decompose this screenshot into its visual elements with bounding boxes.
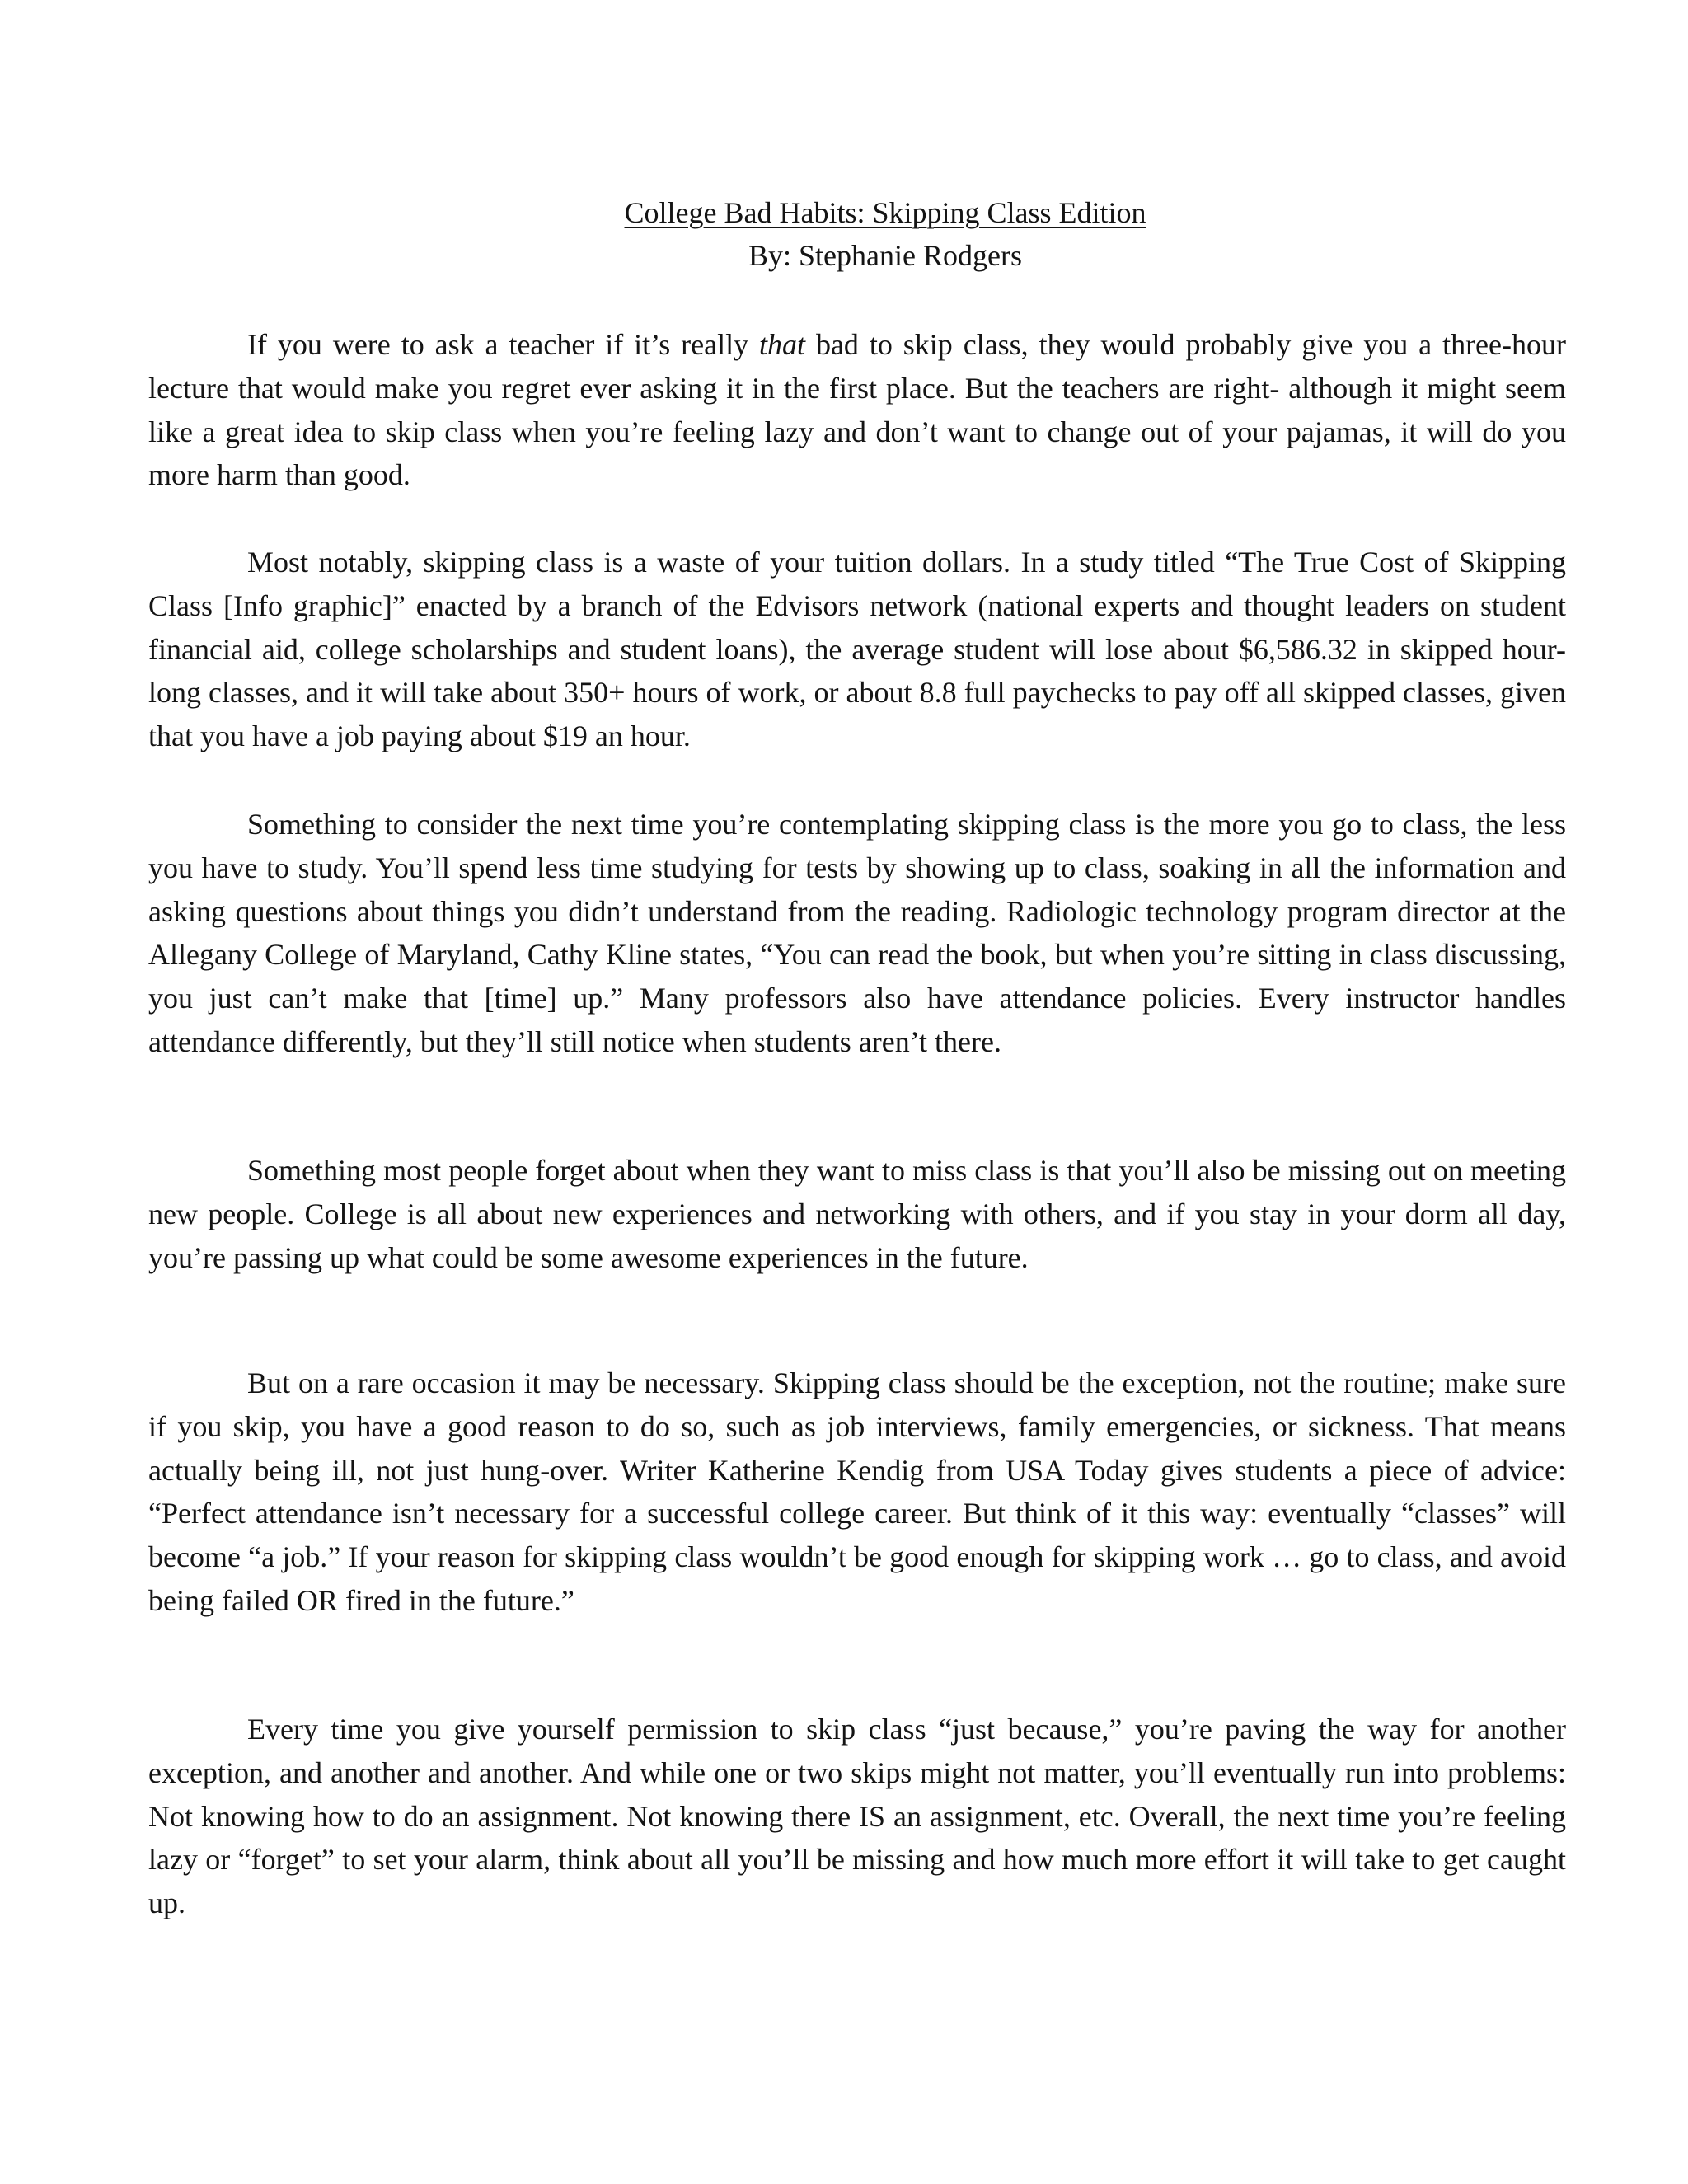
paragraph-1-emphasis: that (759, 328, 806, 361)
paragraph-1 (148, 323, 1566, 497)
paragraph-2: Most notably, skipping class is a waste of your tuition dollars. In a study titled “The True Cost of Skipping Class [Info graphic]” enacted by a branch of the Edvisors network (national experts and thought leaders on student financial aid, college scholarships and student loans), the average student will lose about $6,586.32 in skipped hour-long classes, and it will take about 350+ hours of work, or about 8.8 full paychecks to pay off all skipped classes, given that you have a job paying about $19 an hour. (148, 546, 1566, 753)
paragraph-6: Every time you give yourself permission to skip class “just because,” you’re paving the way for another exception, and another and another. And while one or two skips might not matter, you’ll eventually run into problems: Not knowing how to do an assignment. Not knowing there IS an assignment, etc. Overall, the next time you’re feeling lazy or “forget” to set your alarm, think about all you’ll be missing and how much more effort it will take to get caught up. (148, 1713, 1566, 1920)
paragraph-4: Something most people forget about when they want to miss class is that you’ll also be missing out on meeting new people. College is all about new experiences and networking with others, and if you stay in your dorm all day, you’re passing up what could be some awesome experiences in the future. (148, 1154, 1566, 1274)
paragraph-1-text-end: bad to skip class, they would probably give you a three-hour lecture that would make you regret ever asking it in the first place. But the teachers are right- although it might seem like a great idea to skip class when you’re feeling lazy and don’t want to change out of your pajamas, it will do you more harm than good. (148, 328, 1566, 492)
paragraph-5: But on a rare occasion it may be necessary. Skipping class should be the exception, not the routine; make sure if you skip, you have a good reason to do so, such as job interviews, family emergencies, or sickness. That means actually being ill, not just hung-over. Writer Katherine Kendig from USA Today gives students a piece of advice: “Perfect attendance isn’t necessary for a successful college career. But think of it this way: eventually “classes” will become “a job.” If your reason for skipping class wouldn’t be good enough for skipping work … go to class, and avoid being failed OR fired in the future.” (148, 1366, 1566, 1617)
paragraph-3: Something to consider the next time you’re contemplating skipping class is the more you go to class, the less you have to study. You’ll spend less time studying for tests by showing up to class, soaking in all the information and asking questions about things you didn’t understand from the reading. Radiologic technology program director at the Allegany College of Maryland, Cathy Kline states, “You can read the book, but when you’re sitting in class discussing, you just can’t make that [time] up.” Many professors also have attendance policies. Every instructor handles attendance differently, but they’ll still notice when students aren’t there. (148, 808, 1566, 1058)
document-header (0, 191, 1688, 277)
document-title: College Bad Habits: Skipping Class Edition (624, 196, 1146, 229)
document-byline: By: Stephanie Rodgers (748, 239, 1022, 272)
paragraph-1-text-start: If you were to ask a teacher if it’s really (247, 328, 759, 361)
